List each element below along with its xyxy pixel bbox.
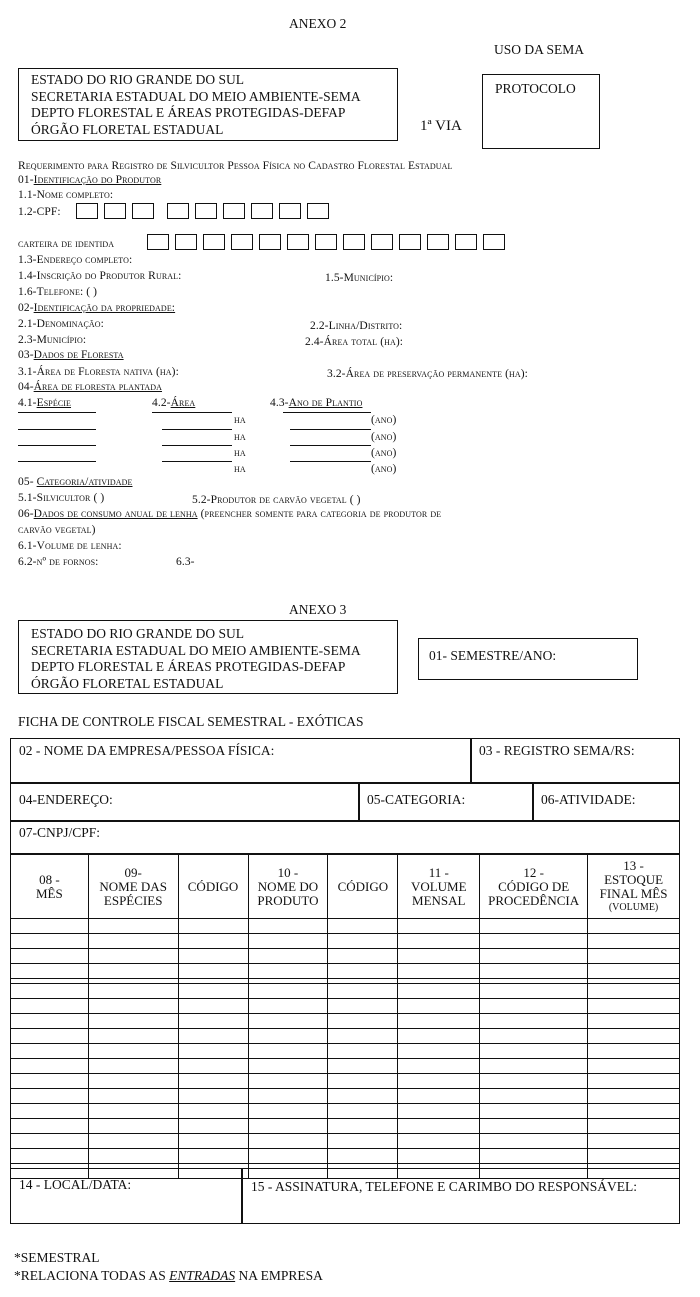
- table-cell[interactable]: [11, 1044, 89, 1059]
- section-01: 01-Identificação do Produtor: [18, 174, 162, 186]
- table-cell[interactable]: [588, 949, 680, 964]
- table-cell[interactable]: [248, 1059, 328, 1074]
- id-box: [483, 234, 505, 250]
- table-cell[interactable]: [178, 949, 248, 964]
- table-cell[interactable]: [248, 1149, 328, 1164]
- table-cell[interactable]: [178, 934, 248, 949]
- table-row[interactable]: [11, 1029, 680, 1044]
- table-cell[interactable]: [480, 1044, 588, 1059]
- fornos-field[interactable]: 6.2-nº de fornos:: [18, 556, 99, 568]
- id-box: [175, 234, 197, 250]
- table-cell[interactable]: [588, 1149, 680, 1164]
- via-label: 1ª VIA: [420, 118, 462, 134]
- id-box: [343, 234, 365, 250]
- ano-header: 4.3-Ano de Plantio: [270, 397, 363, 409]
- col-codigo2-header: CÓDIGO: [328, 855, 398, 919]
- table-cell[interactable]: [248, 1134, 328, 1149]
- table-cell[interactable]: [480, 1014, 588, 1029]
- table-cell[interactable]: [11, 1149, 89, 1164]
- table-cell[interactable]: [178, 1044, 248, 1059]
- table-cell[interactable]: [328, 1089, 398, 1104]
- table-cell[interactable]: [248, 1089, 328, 1104]
- table-cell[interactable]: [11, 999, 89, 1014]
- section-02: 02-Identificação da propriedade:: [18, 302, 176, 314]
- area-header: 4.2-Área: [152, 397, 196, 409]
- table-cell[interactable]: [398, 934, 480, 949]
- area-preservacao-field[interactable]: 3.2-Área de preservação permanente (ha):: [327, 368, 528, 380]
- table-cell[interactable]: [88, 1074, 178, 1089]
- col-estoque-header: 13 - ESTOQUE FINAL MÊS (VOLUME): [588, 855, 680, 919]
- table-cell[interactable]: [480, 1119, 588, 1134]
- controle-table[interactable]: [10, 854, 680, 1179]
- cpf-box: [223, 203, 245, 219]
- table-cell[interactable]: [398, 1059, 480, 1074]
- table-cell[interactable]: [398, 999, 480, 1014]
- table-cell[interactable]: [588, 934, 680, 949]
- table-cell[interactable]: [178, 1104, 248, 1119]
- table-row[interactable]: [11, 1059, 680, 1074]
- annex3-title: ANEXO 3: [289, 602, 347, 617]
- table-cell[interactable]: [588, 1044, 680, 1059]
- table-cell[interactable]: [328, 984, 398, 999]
- cpf-box: [195, 203, 217, 219]
- table-cell[interactable]: [328, 999, 398, 1014]
- table-cell[interactable]: [480, 1104, 588, 1119]
- table-cell[interactable]: [480, 934, 588, 949]
- table-cell[interactable]: [398, 1014, 480, 1029]
- table-row[interactable]: [11, 1014, 680, 1029]
- table-cell[interactable]: [11, 949, 89, 964]
- carteira-label: carteira de identida: [18, 238, 115, 250]
- protocolo-label: PROTOCOLO: [495, 81, 576, 96]
- id-box: [455, 234, 477, 250]
- table-row[interactable]: [11, 1104, 680, 1119]
- table-cell[interactable]: [398, 1029, 480, 1044]
- col-codigo1-header: CÓDIGO: [178, 855, 248, 919]
- uso-da-sema-label: USO DA SEMA: [494, 42, 585, 57]
- col-produto-header: 10 - NOME DO PRODUTO: [248, 855, 328, 919]
- table-cell[interactable]: [88, 1014, 178, 1029]
- categoria-field[interactable]: 05-CATEGORIA:: [358, 782, 534, 822]
- table-cell[interactable]: [88, 934, 178, 949]
- table-cell[interactable]: [588, 1104, 680, 1119]
- table-cell[interactable]: [398, 1089, 480, 1104]
- table-cell[interactable]: [588, 1059, 680, 1074]
- table-cell[interactable]: [88, 949, 178, 964]
- col-volume-header: 11 - VOLUME MENSAL: [398, 855, 480, 919]
- table-cell[interactable]: [248, 934, 328, 949]
- table-cell[interactable]: [328, 1134, 398, 1149]
- table-cell[interactable]: [178, 1074, 248, 1089]
- table-cell[interactable]: [248, 1119, 328, 1134]
- table-cell[interactable]: [588, 1074, 680, 1089]
- table-cell[interactable]: [178, 999, 248, 1014]
- table-cell[interactable]: [480, 1074, 588, 1089]
- header-line: ESTADO DO RIO GRANDE DO SUL: [31, 626, 245, 641]
- table-cell[interactable]: [480, 1134, 588, 1149]
- table-cell[interactable]: [588, 1014, 680, 1029]
- table-cell[interactable]: [398, 1074, 480, 1089]
- table-cell[interactable]: [398, 1119, 480, 1134]
- cpf-boxes[interactable]: [76, 203, 332, 219]
- table-cell[interactable]: [398, 1134, 480, 1149]
- id-box: [371, 234, 393, 250]
- table-cell[interactable]: [178, 1059, 248, 1074]
- table-cell[interactable]: [11, 919, 89, 934]
- table-cell[interactable]: [178, 1134, 248, 1149]
- section-05: 05- Categoria/atividade: [18, 476, 133, 488]
- table-cell[interactable]: [248, 919, 328, 934]
- table-cell[interactable]: [398, 949, 480, 964]
- table-row[interactable]: [11, 1089, 680, 1104]
- table-row[interactable]: [11, 1149, 680, 1164]
- table-cell[interactable]: [480, 1059, 588, 1074]
- table-cell[interactable]: [88, 919, 178, 934]
- cpf-box: [76, 203, 98, 219]
- table-cell[interactable]: [328, 1029, 398, 1044]
- table-cell[interactable]: [88, 1149, 178, 1164]
- annex2-title: ANEXO 2: [289, 16, 347, 31]
- table-cell[interactable]: [480, 1089, 588, 1104]
- table-row[interactable]: [11, 949, 680, 964]
- header-line: ÓRGÃO FLORETAL ESTADUAL: [31, 675, 224, 691]
- table-cell[interactable]: [328, 1149, 398, 1164]
- semestre-ano-label: 01- SEMESTRE/ANO:: [429, 648, 557, 663]
- note-entradas: *RELACIONA TODAS AS ENTRADAS NA EMPRESA: [14, 1268, 323, 1283]
- table-cell[interactable]: [588, 1089, 680, 1104]
- table-row[interactable]: [11, 919, 680, 934]
- note-semestral: *SEMESTRAL: [14, 1250, 100, 1265]
- ano-unit: (ano): [371, 463, 397, 475]
- registro-field[interactable]: 03 - REGISTRO SEMA/RS:: [470, 738, 680, 784]
- table-cell[interactable]: [11, 1059, 89, 1074]
- table-cell[interactable]: [11, 1014, 89, 1029]
- table-header-row: [11, 855, 680, 919]
- table-cell[interactable]: [88, 1044, 178, 1059]
- local-data-field[interactable]: 14 - LOCAL/DATA:: [10, 1168, 242, 1224]
- table-cell[interactable]: [328, 1044, 398, 1059]
- cpf-box: [167, 203, 189, 219]
- section-03: 03-Dados de Floresta: [18, 349, 124, 361]
- assinatura-field[interactable]: 15 - ASSINATURA, TELEFONE E CARIMBO DO RESPONSÁVEL:: [242, 1168, 680, 1224]
- table-cell[interactable]: [88, 1134, 178, 1149]
- area-nativa-field[interactable]: 3.1-Área de Floresta nativa (ha):: [18, 366, 179, 378]
- especie-header: 4.1-Espécie: [18, 397, 72, 409]
- ha-unit: ha: [234, 414, 246, 426]
- table-cell[interactable]: [398, 964, 480, 979]
- header-line: DEPTO FLORESTAL E ÁREAS PROTEGIDAS-DEFAP: [31, 105, 346, 120]
- table-cell[interactable]: [178, 1014, 248, 1029]
- municipio-field[interactable]: 1.5-Município:: [325, 272, 394, 284]
- table-cell[interactable]: [480, 984, 588, 999]
- ha-unit: ha: [234, 431, 246, 443]
- table-cell[interactable]: [88, 1119, 178, 1134]
- header-line: SECRETARIA ESTADUAL DO MEIO AMBIENTE-SEMA: [31, 88, 361, 104]
- table-cell[interactable]: [480, 949, 588, 964]
- table-cell[interactable]: [248, 1044, 328, 1059]
- field-6-3[interactable]: 6.3-: [176, 556, 195, 568]
- table-cell[interactable]: [178, 1149, 248, 1164]
- cpf-label: 1.2-CPF:: [18, 206, 61, 218]
- table-cell[interactable]: [88, 984, 178, 999]
- table-row[interactable]: [11, 984, 680, 999]
- table-cell[interactable]: [248, 1014, 328, 1029]
- carvao-option[interactable]: 5.2-Produtor de carvão vegetal ( ): [192, 494, 361, 506]
- header-line: SECRETARIA ESTADUAL DO MEIO AMBIENTE-SEMA: [31, 642, 361, 658]
- table-cell[interactable]: [11, 934, 89, 949]
- header-line: DEPTO FLORESTAL E ÁREAS PROTEGIDAS-DEFAP: [31, 659, 346, 674]
- table-cell[interactable]: [11, 1134, 89, 1149]
- endereco-field[interactable]: 1.3-Endereço completo:: [18, 254, 133, 266]
- id-box: [231, 234, 253, 250]
- table-cell[interactable]: [178, 1089, 248, 1104]
- table-row[interactable]: [11, 934, 680, 949]
- ano-unit: (ano): [371, 431, 397, 443]
- table-cell[interactable]: [480, 999, 588, 1014]
- table-cell[interactable]: [11, 1089, 89, 1104]
- table-cell[interactable]: [178, 1029, 248, 1044]
- table-cell[interactable]: [328, 934, 398, 949]
- table-cell[interactable]: [88, 964, 178, 979]
- table-cell[interactable]: [248, 1074, 328, 1089]
- table-cell[interactable]: [88, 1029, 178, 1044]
- table-cell[interactable]: [88, 1059, 178, 1074]
- cpf-box: [104, 203, 126, 219]
- table-cell[interactable]: [588, 1134, 680, 1149]
- section-06-note: carvão vegetal): [18, 524, 96, 536]
- header-line: ESTADO DO RIO GRANDE DO SUL: [31, 72, 245, 87]
- table-cell[interactable]: [248, 949, 328, 964]
- nome-field[interactable]: 1.1-Nome completo:: [18, 189, 114, 201]
- table-row[interactable]: [11, 1074, 680, 1089]
- table-cell[interactable]: [248, 1029, 328, 1044]
- table-cell[interactable]: [248, 964, 328, 979]
- table-row[interactable]: [11, 999, 680, 1014]
- table-cell[interactable]: [11, 1104, 89, 1119]
- annex2-agency-header: [18, 68, 398, 141]
- denominacao-field[interactable]: 2.1-Denominação:: [18, 318, 104, 330]
- carteira-boxes[interactable]: [147, 234, 508, 250]
- section-06: 06-Dados de consumo anual de lenha (preencher somente para categoria de produtor de: [18, 508, 442, 520]
- id-box: [287, 234, 309, 250]
- table-cell[interactable]: [588, 999, 680, 1014]
- linha-field[interactable]: 2.2-Linha/Distrito:: [310, 320, 403, 332]
- section-04: 04-Área de floresta plantada: [18, 381, 163, 393]
- id-box: [399, 234, 421, 250]
- table-cell[interactable]: [398, 919, 480, 934]
- table-cell[interactable]: [328, 1074, 398, 1089]
- telefone-field[interactable]: 1.6-Telefone: ( ): [18, 286, 98, 298]
- table-cell[interactable]: [178, 984, 248, 999]
- endereco3-field[interactable]: 04-ENDEREÇO:: [10, 782, 360, 822]
- semestre-ano-box[interactable]: [418, 638, 638, 680]
- annex3-agency-header: [18, 620, 398, 694]
- cpf-box: [251, 203, 273, 219]
- table-cell[interactable]: [328, 1014, 398, 1029]
- table-cell[interactable]: [88, 999, 178, 1014]
- requerimento-title: Requerimento para Registro de Silvicultor Pessoa Física no Cadastro Florestal Estadual: [18, 160, 453, 172]
- table-row[interactable]: [11, 964, 680, 979]
- table-cell[interactable]: [480, 919, 588, 934]
- table-cell[interactable]: [398, 984, 480, 999]
- table-cell[interactable]: [328, 964, 398, 979]
- id-box: [259, 234, 281, 250]
- table-cell[interactable]: [248, 1104, 328, 1119]
- table-cell[interactable]: [398, 1044, 480, 1059]
- id-box: [427, 234, 449, 250]
- table-cell[interactable]: [328, 919, 398, 934]
- table-cell[interactable]: [398, 1149, 480, 1164]
- id-box: [203, 234, 225, 250]
- table-cell[interactable]: [328, 1119, 398, 1134]
- col-mes-header: 08 - MÊS: [11, 855, 89, 919]
- col-especies-header: 09- NOME DAS ESPÉCIES: [88, 855, 178, 919]
- table-cell[interactable]: [11, 984, 89, 999]
- table-cell[interactable]: [480, 964, 588, 979]
- table-cell[interactable]: [588, 919, 680, 934]
- header-line: ÓRGÃO FLORETAL ESTADUAL: [31, 121, 224, 137]
- col-procedencia-header: 12 - CÓDIGO DE PROCEDÊNCIA: [480, 855, 588, 919]
- table-cell[interactable]: [328, 1104, 398, 1119]
- table-cell[interactable]: [178, 964, 248, 979]
- table-cell[interactable]: [328, 949, 398, 964]
- silvicultor-option[interactable]: 5.1-Silvicultor ( ): [18, 492, 105, 504]
- table-cell[interactable]: [588, 1119, 680, 1134]
- table-cell[interactable]: [328, 1059, 398, 1074]
- cpf-box: [279, 203, 301, 219]
- cnpj-field[interactable]: 07-CNPJ/CPF:: [10, 820, 680, 854]
- table-cell[interactable]: [248, 999, 328, 1014]
- municipio23-field[interactable]: 2.3-Município:: [18, 334, 87, 346]
- table-cell[interactable]: [398, 1104, 480, 1119]
- ficha-title: FICHA DE CONTROLE FISCAL SEMESTRAL - EXÓTICAS: [18, 714, 364, 729]
- table-cell[interactable]: [588, 984, 680, 999]
- table-row[interactable]: [11, 1134, 680, 1149]
- ano-unit: (ano): [371, 414, 397, 426]
- table-row[interactable]: [11, 1044, 680, 1059]
- table-cell[interactable]: [11, 964, 89, 979]
- table-cell[interactable]: [248, 984, 328, 999]
- table-cell[interactable]: [88, 1089, 178, 1104]
- table-cell[interactable]: [588, 1029, 680, 1044]
- protocolo-box[interactable]: [482, 74, 600, 149]
- table-cell[interactable]: [178, 1119, 248, 1134]
- ha-unit: ha: [234, 447, 246, 459]
- volume-lenha-field[interactable]: 6.1-Volume de lenha:: [18, 540, 122, 552]
- id-box: [147, 234, 169, 250]
- inscricao-field[interactable]: 1.4-Inscrição do Produtor Rural:: [18, 270, 182, 282]
- id-box: [315, 234, 337, 250]
- cpf-box: [307, 203, 329, 219]
- ha-unit: ha: [234, 463, 246, 475]
- ano-unit: (ano): [371, 447, 397, 459]
- table-row[interactable]: [11, 1119, 680, 1134]
- table-cell[interactable]: [480, 1149, 588, 1164]
- table-cell[interactable]: [11, 1074, 89, 1089]
- table-cell[interactable]: [178, 919, 248, 934]
- cpf-box: [132, 203, 154, 219]
- table-cell[interactable]: [11, 1029, 89, 1044]
- table-cell[interactable]: [88, 1104, 178, 1119]
- area-total-field[interactable]: 2.4-Área total (ha):: [305, 336, 404, 348]
- table-cell[interactable]: [588, 964, 680, 979]
- empresa-field[interactable]: 02 - NOME DA EMPRESA/PESSOA FÍSICA:: [10, 738, 472, 784]
- table-cell[interactable]: [11, 1119, 89, 1134]
- atividade-field[interactable]: 06-ATIVIDADE:: [532, 782, 680, 822]
- table-cell[interactable]: [480, 1029, 588, 1044]
